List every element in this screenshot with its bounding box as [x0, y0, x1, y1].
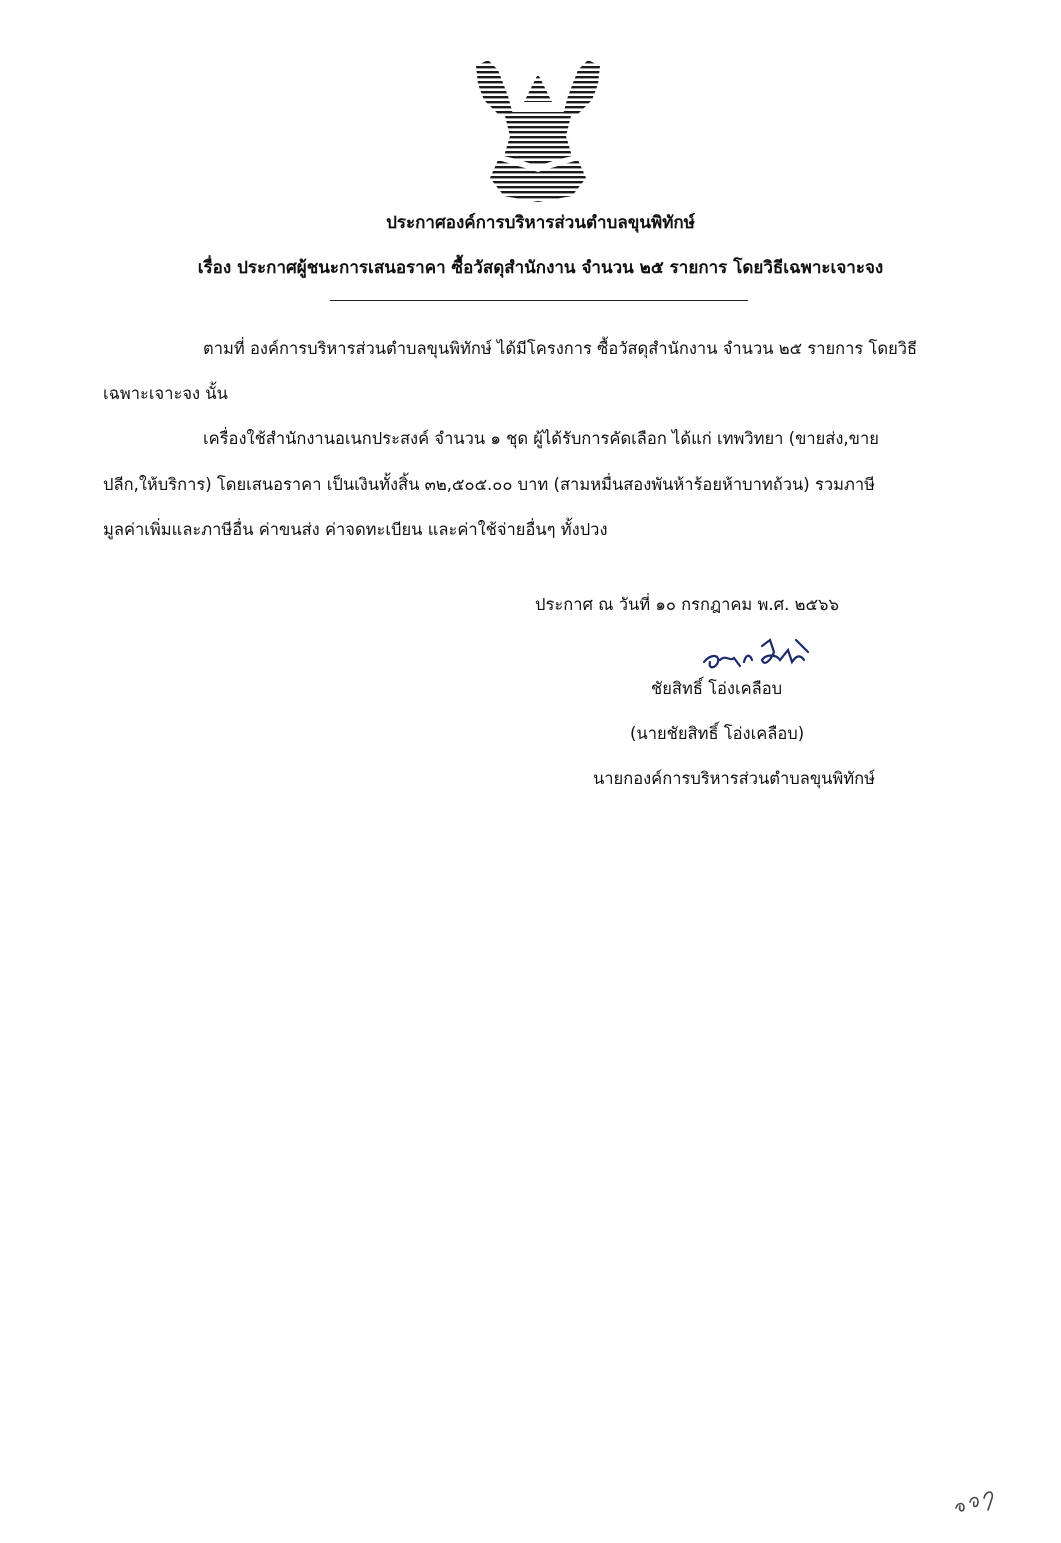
paragraph-2-line-1: เครื่องใช้สำนักงานอเนกประสงค์ จำนวน ๑ ชุด ผู้ได้รับการคัดเลือก ได้แก่ เทพวิทยา (ขายส่ง,ขาย: [203, 429, 879, 448]
handwritten-signature: [700, 632, 820, 682]
paragraph-1-line-2: เฉพาะเจาะจง นั้น: [103, 384, 228, 403]
paragraph-2-line-3: มูลค่าเพิ่มและภาษีอื่น ค่าขนส่ง ค่าจดทะเบียน และค่าใช้จ่ายอื่นๆ ทั้งปวง: [103, 520, 608, 539]
title-divider: [330, 300, 748, 301]
signatory-signed-name: ชัยสิทธิ์ โอ่งเคลือบ: [651, 679, 783, 698]
announcement-date: ประกาศ ณ วันที่ ๑๐ กรกฎาคม พ.ศ. ๒๕๖๖: [535, 595, 839, 614]
garuda-emblem-icon: [468, 56, 608, 206]
paragraph-2-line-2: ปลีก,ให้บริการ) โดยเสนอราคา เป็นเงินทั้งสิ้น ๓๒,๕๐๕.๐๐ บาท (สามหมื่นสองพันห้าร้อยห้าบาทถ้วน) รวมภาษี: [103, 475, 875, 494]
announcement-title: ประกาศองค์การบริหารส่วนตำบลขุนพิทักษ์: [386, 213, 695, 233]
announcement-subject: เรื่อง ประกาศผู้ชนะการเสนอราคา ซื้อวัสดุสำนักงาน จำนวน ๒๕ รายการ โดยวิธีเฉพาะเจาะจง: [197, 258, 884, 278]
signatory-position: นายกองค์การบริหารส่วนตำบลขุนพิทักษ์: [593, 769, 876, 788]
paragraph-1-line-1: ตามที่ องค์การบริหารส่วนตำบลขุนพิทักษ์ ได้มีโครงการ ซื้อวัสดุสำนักงาน จำนวน ๒๕ รายการ โดยวิธี: [203, 339, 918, 358]
signatory-full-name: (นายชัยสิทธิ์ โอ่งเคลือบ): [630, 724, 805, 743]
handwritten-page-mark: [950, 1478, 1020, 1518]
